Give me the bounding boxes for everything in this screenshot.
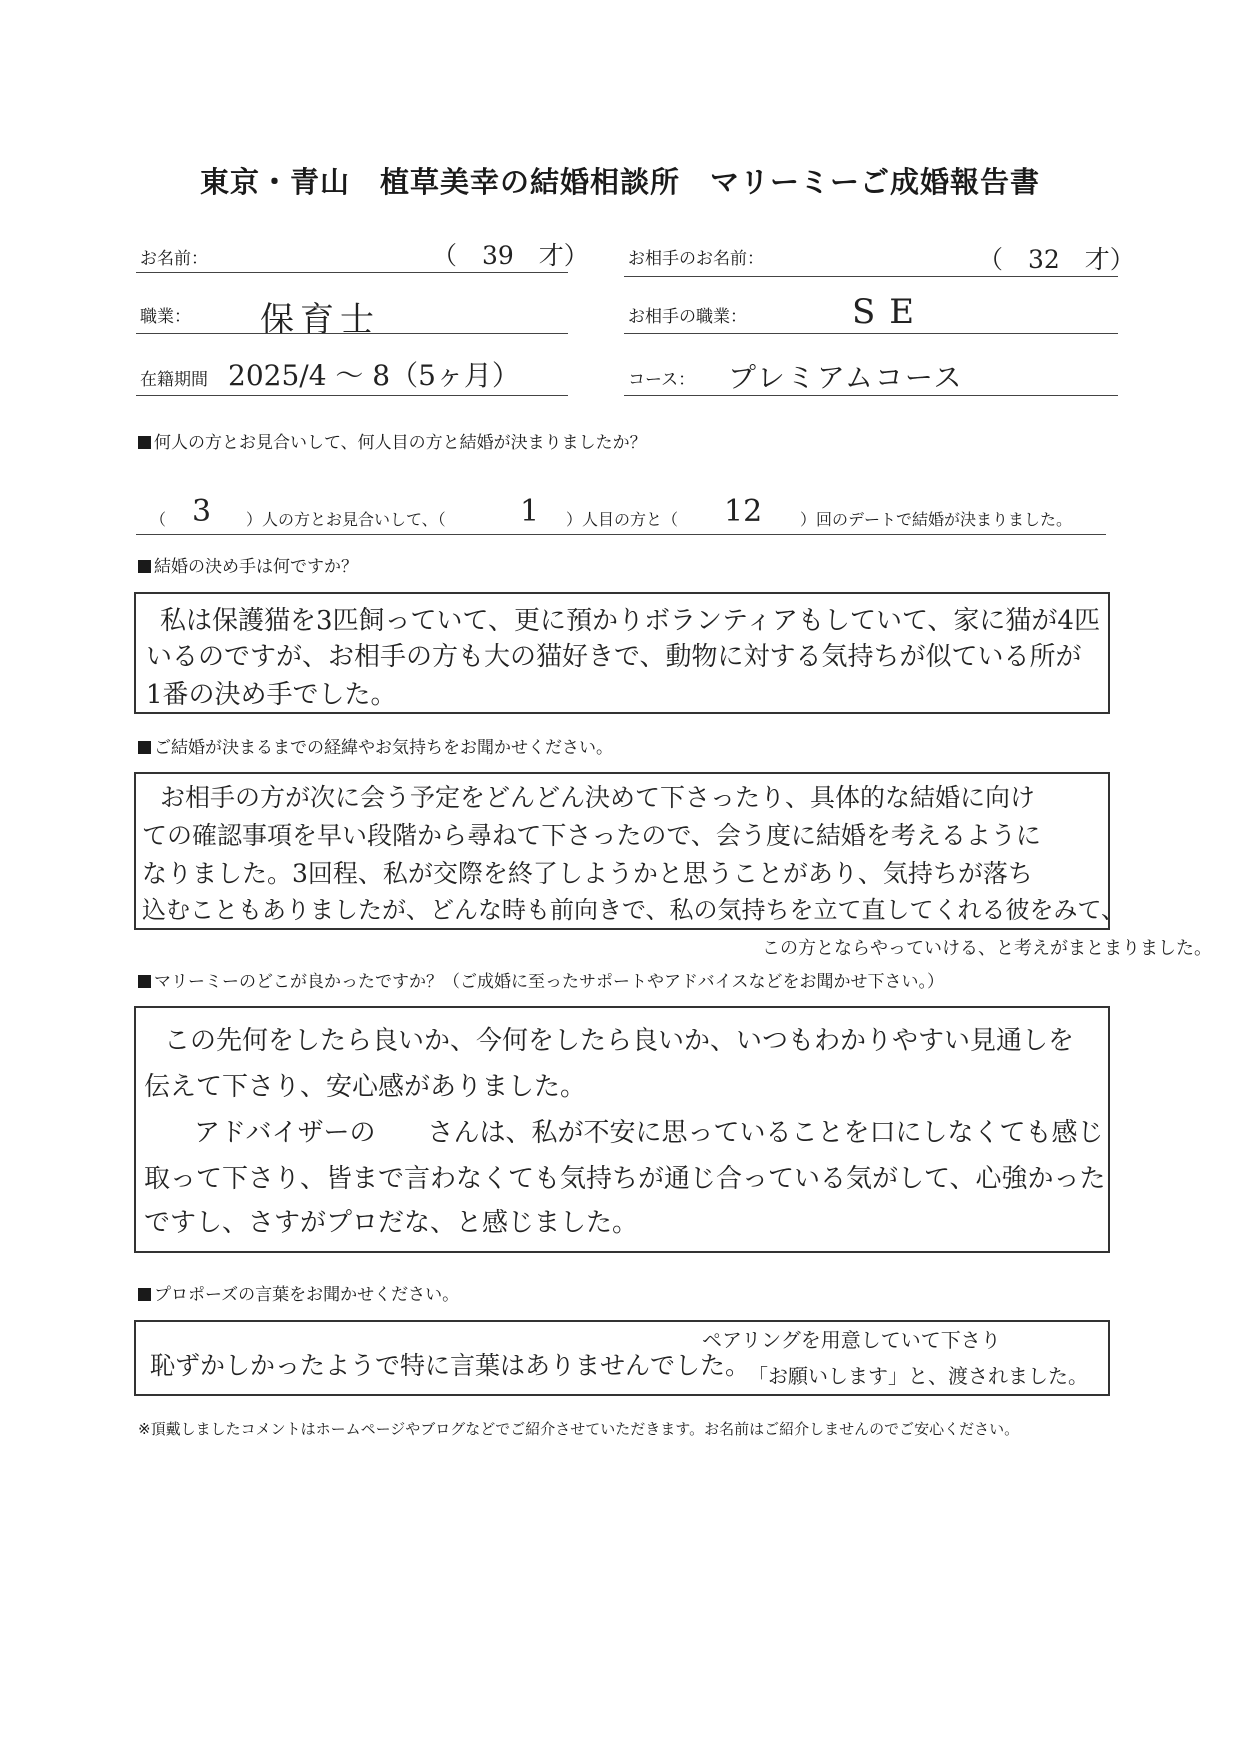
course-label: コース： xyxy=(628,370,696,390)
q1-text3: ）回のデートで結婚が決まりました。 xyxy=(800,510,1073,529)
page-title: 東京・青山 植草美幸の結婚相談所 マリーミーご成婚報告書 xyxy=(199,165,1040,199)
q5-main-text: 恥ずかしかったようで特に言葉はありませんでした。 xyxy=(150,1351,751,1380)
q3-overflow-text: この方とならやっていける、と考えがまとまりました。 xyxy=(762,938,1212,959)
q5-answer-box xyxy=(134,1320,1110,1396)
square-bullet-icon xyxy=(138,436,151,449)
course-underline xyxy=(624,395,1118,396)
q2-answer-box xyxy=(134,592,1110,714)
q1-heading xyxy=(138,428,647,453)
period-value: 2025/4 ～ 8（5ヶ月） xyxy=(228,359,520,392)
q2-line: 私は保護猫を3匹飼っていて、更に預かりボランティアもしていて、家に猫が4匹 xyxy=(160,606,1100,636)
q4-heading xyxy=(138,967,944,992)
footer-note: ※頂戴しましたコメントはホームページやブログなどでご紹介させていただきます。お名前はご紹介しませんのでご安心ください。 xyxy=(138,1420,1020,1438)
partner-job-label: お相手の職業： xyxy=(628,307,747,327)
period-label: 在籍期間 xyxy=(140,370,208,390)
q5-side-text: ペアリングを用意していて下さり xyxy=(702,1328,1001,1352)
q1-nth: 1 xyxy=(520,494,540,529)
q4-line: 伝えて下さり、安心感がありました。 xyxy=(144,1072,587,1102)
q5-heading-text: プロポーズの言葉をお聞かせください。 xyxy=(154,1285,460,1305)
q2-line: いるのですが、お相手の方も大の猫好きで、動物に対する気持ちが似ている所が xyxy=(146,642,1082,672)
name-underline xyxy=(136,272,568,273)
square-bullet-icon xyxy=(138,1288,151,1301)
q4-line: ですし、さすがプロだな、と感じました。 xyxy=(144,1208,639,1238)
q3-line: ての確認事項を早い段階から尋ねて下さったので、会う度に結婚を考えるように xyxy=(142,821,1041,850)
q2-heading-text: 結婚の決め手は何ですか？ xyxy=(154,557,358,577)
partner-job-value: SE xyxy=(852,292,929,332)
q1-text1: ）人の方とお見合いして、（ xyxy=(246,510,446,529)
q1-text2: ）人目の方と（ xyxy=(566,510,679,529)
square-bullet-icon xyxy=(138,975,151,988)
q1-open: （ xyxy=(150,510,167,529)
q4-line: この先何をしたら良いか、今何をしたら良いか、いつもわかりやすい見通しを xyxy=(164,1026,1075,1056)
partner-name-underline xyxy=(624,276,1118,277)
partner-name-label: お相手のお名前： xyxy=(628,249,764,269)
q4-line: アドバイザーの さんは、私が不安に思っていることを口にしなくても感じ xyxy=(194,1118,1104,1148)
q3-line: お相手の方が次に会う予定をどんどん決めて下さったり、具体的な結婚に向け xyxy=(160,783,1036,812)
q2-heading xyxy=(138,552,358,577)
square-bullet-icon xyxy=(138,560,151,573)
q2-line: 1番の決め手でした。 xyxy=(146,680,397,710)
job-value: 保育士 xyxy=(260,300,380,340)
q4-line: 取って下さり、皆まで言わなくても気持ちが通じ合っている気がして、心強かった xyxy=(144,1164,1106,1194)
q1-heading-text: 何人の方とお見合いして、何人目の方と結婚が決まりましたか？ xyxy=(154,433,647,453)
q3-heading-text: ご結婚が決まるまでの経緯やお気持ちをお聞かせください。 xyxy=(154,738,613,758)
q1-dates: 12 xyxy=(724,494,763,529)
square-bullet-icon xyxy=(138,741,151,754)
q5-heading xyxy=(138,1280,459,1305)
q3-answer-box xyxy=(134,772,1126,930)
q3-line: なりました。3回程、私が交際を終了しようかと思うことがあり、気持ちが落ち xyxy=(142,859,1033,888)
course-value: プレミアムコース xyxy=(728,361,964,394)
partner-job-underline xyxy=(624,333,1118,334)
name-label: お名前： xyxy=(140,249,208,269)
partner-age: （ 32 才） xyxy=(978,245,1135,274)
q3-line: 込むこともありましたが、どんな時も前向きで、私の気持ちを立て直してくれる彼をみて、 xyxy=(142,896,1126,924)
job-label: 職業： xyxy=(140,307,191,327)
job-underline xyxy=(136,333,568,334)
period-underline xyxy=(136,395,568,396)
q4-heading-text: マリーミーのどこが良かったですか？（ご成婚に至ったサポートやアドバイスなどをお聞かせ下さい。） xyxy=(154,972,944,992)
q5-side-text: 「お願いします」と、渡されました。 xyxy=(748,1364,1088,1388)
q4-answer-box xyxy=(134,1006,1110,1253)
name-age: （ 39 才） xyxy=(432,241,589,270)
q1-underline xyxy=(136,534,1106,535)
q3-heading xyxy=(138,733,613,758)
q1-count-people: 3 xyxy=(192,494,212,529)
